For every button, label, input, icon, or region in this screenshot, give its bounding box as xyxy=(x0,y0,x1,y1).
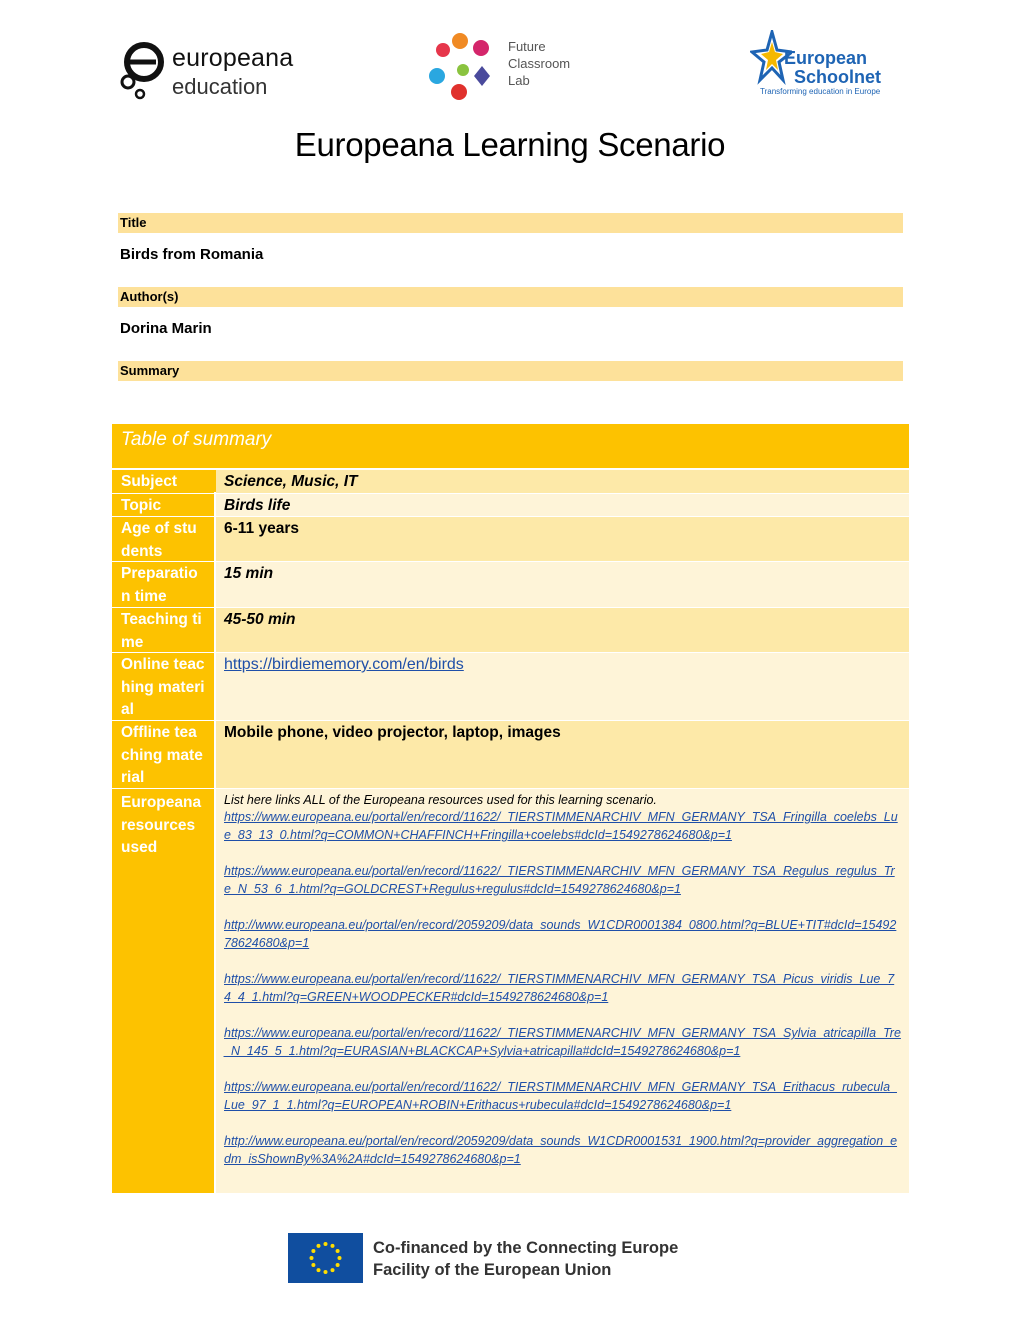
row-label: Preparation time xyxy=(112,562,214,608)
row-label: Teaching time xyxy=(112,608,214,653)
title-value: Birds from Romania xyxy=(120,246,264,263)
row-online-material xyxy=(112,652,909,721)
row-preparation xyxy=(112,561,909,608)
row-teaching-time xyxy=(112,607,909,653)
resource-link[interactable]: https://www.europeana.eu/portal/en/record/11622/_TIERSTIMMENARCHIV_MFN_GERMANY_TSA_Erithacus_rubecula_Lue_97_1_1.html?q=EUROPEAN+ROBIN+Erithacus+rubecula#dcId=1549278624680&p=1 xyxy=(224,1080,897,1112)
row-value xyxy=(216,789,909,1193)
row-subject xyxy=(112,469,909,494)
row-label: Europeana resources used xyxy=(112,789,214,1193)
fcl-line-2: Classroom xyxy=(508,56,571,71)
europeana-education-logo xyxy=(120,40,300,102)
cofinance-line-2: Facility of the European Union xyxy=(373,1261,612,1279)
resource-link[interactable]: https://www.europeana.eu/portal/en/record/11622/_TIERSTIMMENARCHIV_MFN_GERMANY_TSA_Fringilla_coelebs_Lue_83_13_0.html?q=COMMON+CHAFFINCH+Fringilla+coelebs#dcId=1549278624680&p=1 xyxy=(224,810,898,842)
resource-link[interactable]: https://www.europeana.eu/portal/en/record/11622/_TIERSTIMMENARCHIV_MFN_GERMANY_TSA_Picus_viridis_Lue_74_4_1.html?q=GREEN+WOODPECKER#dcId=1549278624680&p=1 xyxy=(224,972,895,1004)
esn-tagline: Transforming education in Europe xyxy=(760,87,881,96)
title-label: Title xyxy=(118,213,903,233)
row-label: Online teaching material xyxy=(112,653,214,721)
eu-cofinance-footer xyxy=(288,1233,748,1285)
esn-word-1: European xyxy=(784,48,868,68)
row-value: 15 min xyxy=(216,562,909,608)
cofinance-text xyxy=(373,1237,678,1281)
row-value: Science, Music, IT xyxy=(216,470,909,494)
row-europeana-resources xyxy=(112,788,909,1193)
europeana-wordmark: europeana xyxy=(172,44,294,72)
summary-label: Summary xyxy=(118,361,903,381)
resource-link[interactable]: https://www.europeana.eu/portal/en/record/11622/_TIERSTIMMENARCHIV_MFN_GERMANY_TSA_Regulus_regulus_Tre_N_53_6_1.html?q=GOLDCREST+Regulus+regulus#dcId=1549278624680&p=1 xyxy=(224,864,895,896)
row-value: 45-50 min xyxy=(216,608,909,653)
row-age xyxy=(112,516,909,562)
fcl-logo-icon xyxy=(425,28,505,108)
row-topic xyxy=(112,493,909,517)
eu-stars-icon xyxy=(288,1233,363,1283)
page-title: Europeana Learning Scenario xyxy=(294,126,726,163)
row-value: Birds life xyxy=(216,494,909,517)
fcl-line-1: Future xyxy=(508,39,546,54)
europeana-logo-icon xyxy=(120,40,170,102)
resources-intro: List here links ALL of the Europeana resources used for this learning scenario. xyxy=(224,793,657,807)
education-wordmark: education xyxy=(172,74,268,99)
fcl-line-3: Lab xyxy=(508,73,530,88)
row-label: Topic xyxy=(112,494,214,517)
summary-table xyxy=(112,424,909,1192)
row-label: Subject xyxy=(112,470,214,494)
fcl-wordmark xyxy=(508,38,570,89)
resource-link[interactable]: http://www.europeana.eu/portal/en/record/2059209/data_sounds_W1CDR0001531_1900.html?q=provider_aggregation_edm_isShownBy%3A%2A#dcId=1549278624680&p=1 xyxy=(224,1134,898,1166)
cofinance-line-1: Co-financed by the Connecting Europe xyxy=(373,1239,679,1257)
resource-link[interactable]: http://www.europeana.eu/portal/en/record/2059209/data_sounds_W1CDR0001384_0800.html?q=BLUE+TIT#dcId=1549278624680&p=1 xyxy=(224,918,897,950)
row-offline-material xyxy=(112,720,909,789)
row-value: 6-11 years xyxy=(216,517,909,562)
esn-word-2: Schoolnet xyxy=(794,67,882,87)
row-value xyxy=(216,653,909,721)
european-schoolnet-logo xyxy=(750,28,910,100)
online-material-link[interactable]: https://birdiememory.com/en/birds xyxy=(224,656,464,673)
future-classroom-lab-logo xyxy=(425,28,595,108)
row-label: Age of students xyxy=(112,517,214,562)
row-label: Offline teaching material xyxy=(112,721,214,789)
author-value: Dorina Marin xyxy=(120,320,212,337)
row-value: Mobile phone, video projector, laptop, images xyxy=(216,721,909,789)
author-label: Author(s) xyxy=(118,287,903,307)
eu-flag-icon xyxy=(288,1233,363,1283)
resource-link[interactable]: https://www.europeana.eu/portal/en/record/11622/_TIERSTIMMENARCHIV_MFN_GERMANY_TSA_Sylvia_atricapilla_Tre_N_145_5_1.html?q=EURASIAN+BLACKCAP+Sylvia+atricapilla#dcId=1549278624680&p=1 xyxy=(224,1026,901,1058)
summary-table-heading: Table of summary xyxy=(112,424,909,468)
